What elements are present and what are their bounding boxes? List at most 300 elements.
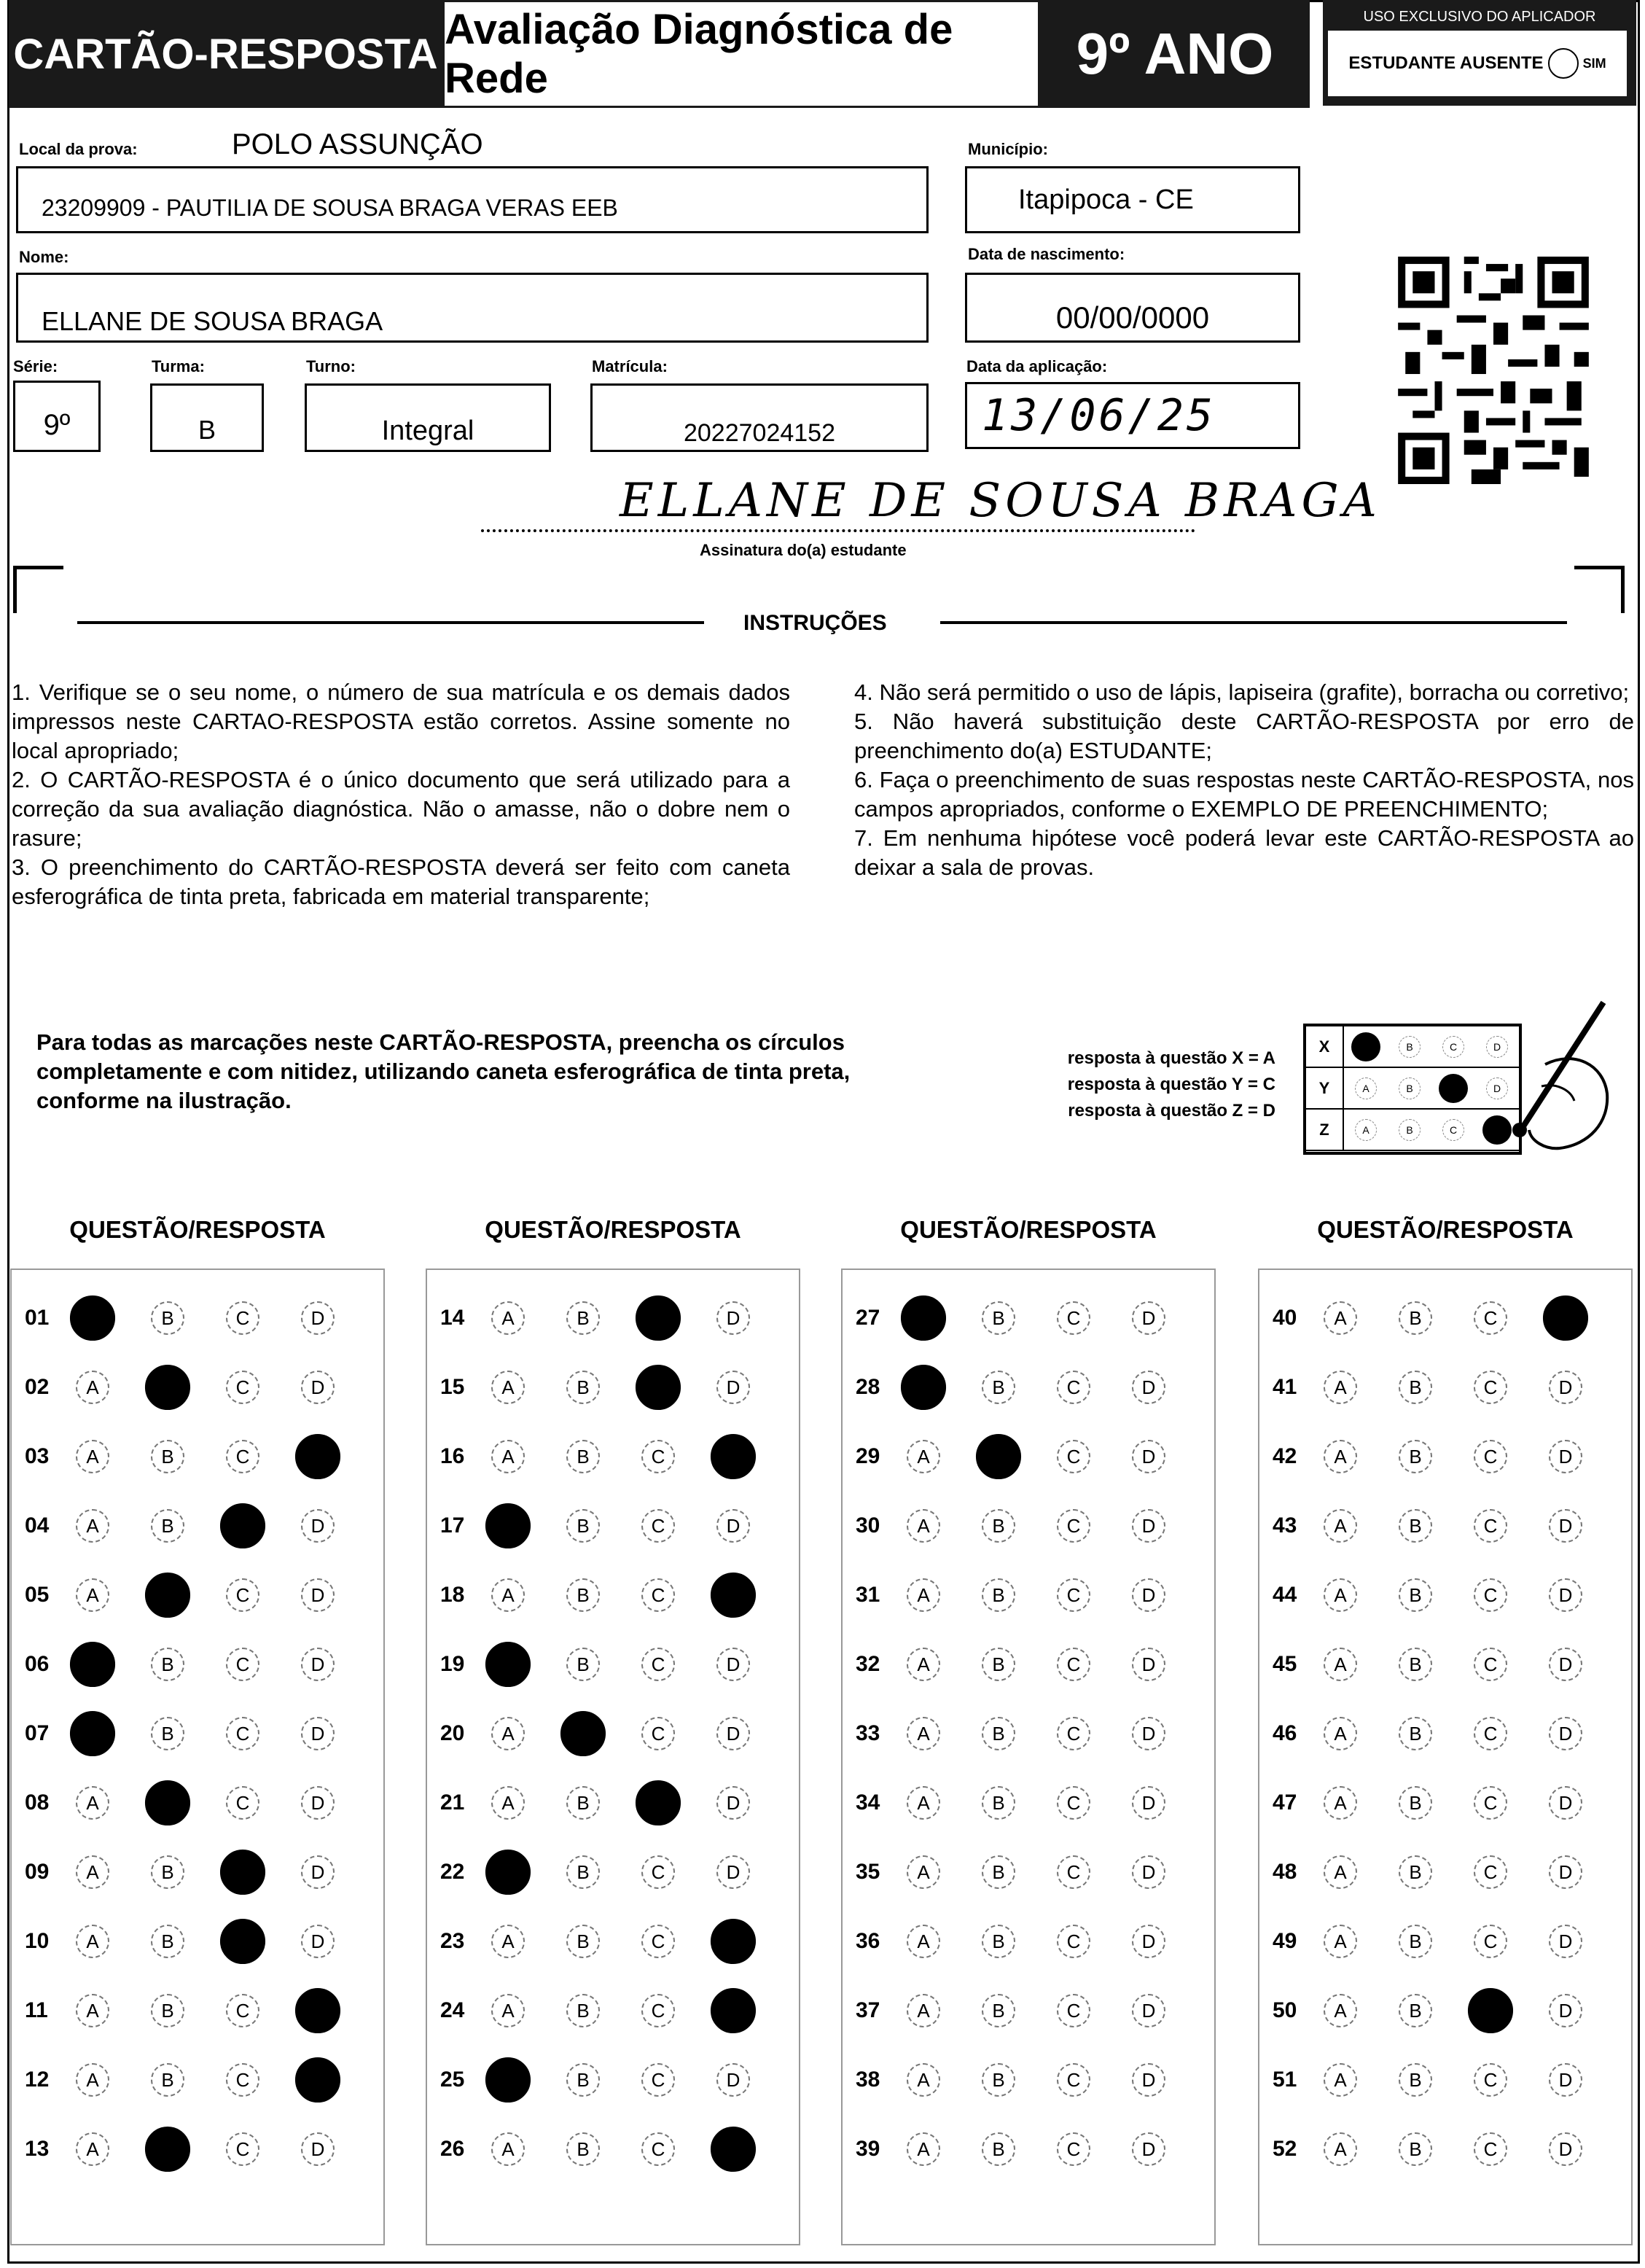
instruction-item: 6. Faça o preenchimento de suas respostas neste CARTÃO-RESPOSTA, nos campos apropriados, conforme o EXEMPLO DE PREENCHIMENTO; <box>854 767 1634 822</box>
answer-bubble-a[interactable]: A <box>491 1925 525 1958</box>
answer-bubble-a[interactable]: A <box>901 1295 946 1341</box>
aplicacao-label: Data da aplicação: <box>966 357 1108 375</box>
answer-bubble-c[interactable]: C <box>226 2132 259 2166</box>
answer-bubble-a[interactable]: A <box>491 1440 525 1473</box>
answer-bubble-d[interactable]: D <box>301 2132 335 2166</box>
answer-bubble-b[interactable]: B <box>982 1855 1015 1889</box>
applicator-box <box>1323 0 1636 106</box>
answer-bubble-c[interactable]: C <box>1057 1509 1090 1543</box>
nascimento-label: Data de nascimento: <box>968 245 1125 263</box>
answer-bubble-d[interactable]: D <box>716 1301 750 1335</box>
question-number: 41 <box>1273 1375 1297 1399</box>
answer-bubble-b[interactable]: B <box>560 1711 606 1756</box>
answer-bubble-a[interactable]: A <box>907 1786 940 1820</box>
answer-bubble-d[interactable]: D <box>301 1925 335 1958</box>
answer-bubble-b[interactable]: B <box>1399 1509 1432 1543</box>
corner-mark <box>13 566 63 613</box>
example-option <box>1388 1078 1431 1099</box>
answer-bubble-b[interactable]: B <box>566 1994 600 2027</box>
question-number: 51 <box>1273 2068 1297 2092</box>
answer-bubble-a[interactable]: A <box>76 1786 109 1820</box>
answer-bubble-d[interactable]: D <box>711 1573 756 1618</box>
answer-bubble-b[interactable]: B <box>151 1855 184 1889</box>
question-number: 44 <box>1273 1583 1297 1607</box>
answer-bubble-c[interactable]: C <box>636 1295 681 1341</box>
answer-bubble-c[interactable]: C <box>1057 1855 1090 1889</box>
answer-bubble-a[interactable]: A <box>491 2132 525 2166</box>
answer-bubble-c[interactable]: C <box>1057 1925 1090 1958</box>
answer-bubble-c[interactable]: C <box>226 1717 259 1750</box>
answer-bubble-a[interactable]: A <box>907 1717 940 1750</box>
answer-bubble-a[interactable]: A <box>485 1850 531 1895</box>
divider <box>940 621 1567 624</box>
answer-bubble-a[interactable]: A <box>76 1578 109 1612</box>
answer-bubble-a[interactable]: A <box>1324 1717 1357 1750</box>
answer-bubble-d[interactable]: D <box>716 1717 750 1750</box>
legend-item: resposta à questão X = A <box>1067 1048 1275 1068</box>
answer-bubble-a[interactable]: A <box>76 1855 109 1889</box>
question-number: 25 <box>440 2068 465 2092</box>
answer-row <box>12 2058 386 2102</box>
question-number: 52 <box>1273 2137 1297 2161</box>
answer-bubble-d[interactable]: D <box>301 1371 335 1404</box>
answer-bubble-d[interactable]: D <box>1549 1717 1582 1750</box>
answer-bubble-a[interactable]: A <box>907 2063 940 2097</box>
answer-bubble-a[interactable]: A <box>907 1509 940 1543</box>
example-bubble: C <box>1439 1074 1468 1103</box>
answer-bubble-b[interactable]: B <box>982 1994 1015 2027</box>
answer-bubble-a[interactable]: A <box>907 1925 940 1958</box>
answer-bubble-d[interactable]: D <box>716 1786 750 1820</box>
answer-bubble-b[interactable]: B <box>145 1780 190 1825</box>
answer-bubble-a[interactable]: A <box>901 1365 946 1410</box>
question-number: 18 <box>440 1583 465 1607</box>
example-bubble: B <box>1399 1078 1421 1099</box>
answer-bubble-d[interactable]: D <box>1549 1994 1582 2027</box>
instruction-item: 7. Em nenhuma hipótese você poderá levar este CARTÃO-RESPOSTA ao deixar a sala de provas. <box>854 825 1634 880</box>
absent-bubble[interactable] <box>1548 48 1579 79</box>
answer-bubble-d[interactable]: D <box>1549 2132 1582 2166</box>
answer-bubble-d[interactable]: D <box>1549 1925 1582 1958</box>
answer-bubble-a[interactable]: A <box>1324 2132 1357 2166</box>
answer-bubble-a[interactable]: A <box>907 1994 940 2027</box>
example-option <box>1431 1074 1475 1103</box>
answer-bubble-a[interactable]: A <box>70 1642 115 1687</box>
answer-bubble-b[interactable]: B <box>982 1578 1015 1612</box>
answer-row <box>843 1712 1217 1755</box>
answer-bubble-a[interactable]: A <box>1324 2063 1357 2097</box>
answer-bubble-b[interactable]: B <box>566 2132 600 2166</box>
answer-bubble-a[interactable]: A <box>485 1642 531 1687</box>
answer-bubble-c[interactable]: C <box>226 1578 259 1612</box>
answer-bubble-c[interactable]: C <box>1474 2132 1507 2166</box>
answer-bubble-b[interactable]: B <box>151 1994 184 2027</box>
example-bubble: A <box>1355 1078 1377 1099</box>
answer-bubble-c[interactable]: C <box>226 1648 259 1681</box>
answer-bubble-c[interactable]: C <box>220 1919 265 1964</box>
answer-bubble-c[interactable]: C <box>641 1994 675 2027</box>
example-bubble: D <box>1482 1115 1512 1145</box>
answer-bubble-d[interactable]: D <box>1132 1648 1165 1681</box>
answer-row <box>1259 1989 1634 2033</box>
answer-bubble-b[interactable]: B <box>1399 1855 1432 1889</box>
answer-bubble-c[interactable]: C <box>641 1578 675 1612</box>
answer-bubble-c[interactable]: C <box>220 1503 265 1548</box>
answer-bubble-c[interactable]: C <box>1474 1509 1507 1543</box>
answer-bubble-b[interactable]: B <box>1399 2132 1432 2166</box>
answer-row <box>843 1781 1217 1825</box>
answer-bubble-b[interactable]: B <box>982 1717 1015 1750</box>
answer-bubble-d[interactable]: D <box>1549 2063 1582 2097</box>
grade-title: 9º ANO <box>1040 0 1310 108</box>
answer-bubble-d[interactable]: D <box>1132 1717 1165 1750</box>
answer-bubble-c[interactable]: C <box>1474 1786 1507 1820</box>
answer-bubble-b[interactable]: B <box>1399 1301 1432 1335</box>
answer-row <box>1259 1573 1634 1617</box>
answer-row <box>843 1504 1217 1548</box>
answer-bubble-d[interactable]: D <box>1549 1509 1582 1543</box>
answer-bubble-d[interactable]: D <box>301 1717 335 1750</box>
answer-bubble-b[interactable]: B <box>982 1786 1015 1820</box>
answer-bubble-a[interactable]: A <box>76 2063 109 2097</box>
answer-bubble-b[interactable]: B <box>1399 1578 1432 1612</box>
answer-bubble-a[interactable]: A <box>907 1578 940 1612</box>
answer-bubble-a[interactable]: A <box>491 1717 525 1750</box>
matricula-label: Matrícula: <box>592 357 668 375</box>
answer-row <box>12 1435 386 1478</box>
answer-row <box>427 1573 802 1617</box>
nascimento-field <box>965 273 1300 343</box>
answer-bubble-a[interactable]: A <box>76 1509 109 1543</box>
answer-bubble-d[interactable]: D <box>1543 1295 1588 1341</box>
answer-bubble-a[interactable]: A <box>76 2132 109 2166</box>
answer-bubble-a[interactable]: A <box>1324 1440 1357 1473</box>
answer-row <box>12 1989 386 2033</box>
divider <box>77 621 704 624</box>
answer-bubble-c[interactable]: C <box>1057 1994 1090 2027</box>
answer-bubble-c[interactable]: C <box>1057 2132 1090 2166</box>
serie-field <box>13 381 101 452</box>
answer-bubble-a[interactable]: A <box>1324 1371 1357 1404</box>
answer-bubble-a[interactable]: A <box>907 2132 940 2166</box>
answer-bubble-a[interactable]: A <box>491 1994 525 2027</box>
answer-bubble-a[interactable]: A <box>1324 1509 1357 1543</box>
answer-row <box>1259 1365 1634 1409</box>
absent-option: SIM <box>1582 55 1606 71</box>
turno-label: Turno: <box>306 357 356 375</box>
answer-bubble-a[interactable]: A <box>491 1301 525 1335</box>
nome-field <box>16 273 929 343</box>
answer-bubble-c[interactable]: C <box>641 1440 675 1473</box>
aplicacao-field <box>965 382 1300 449</box>
answer-bubble-a[interactable]: A <box>76 1994 109 2027</box>
question-number: 35 <box>856 1860 880 1884</box>
answer-bubble-d[interactable]: D <box>301 1648 335 1681</box>
answer-bubble-c[interactable]: C <box>226 1301 259 1335</box>
answer-bubble-d[interactable]: D <box>1132 1371 1165 1404</box>
answer-bubble-b[interactable]: B <box>976 1434 1021 1479</box>
answer-bubble-d[interactable]: D <box>1549 1440 1582 1473</box>
answer-bubble-d[interactable]: D <box>1132 1509 1165 1543</box>
answer-bubble-c[interactable]: C <box>641 1648 675 1681</box>
answer-bubble-d[interactable]: D <box>1549 1786 1582 1820</box>
column-title: QUESTÃO/RESPOSTA <box>1317 1216 1574 1243</box>
example-row-label: X <box>1306 1026 1344 1067</box>
answer-bubble-a[interactable]: A <box>70 1295 115 1341</box>
answer-bubble-c[interactable]: C <box>1057 1648 1090 1681</box>
answer-bubble-b[interactable]: B <box>151 1648 184 1681</box>
example-bubble: C <box>1442 1036 1464 1058</box>
answer-bubble-b[interactable]: B <box>982 1509 1015 1543</box>
answer-bubble-c[interactable]: C <box>641 1509 675 1543</box>
answer-bubble-b[interactable]: B <box>566 1578 600 1612</box>
answer-row <box>427 1712 802 1755</box>
answer-bubble-b[interactable]: B <box>982 1371 1015 1404</box>
answer-bubble-c[interactable]: C <box>1057 1786 1090 1820</box>
answer-bubble-c[interactable]: C <box>641 1717 675 1750</box>
question-number: 27 <box>856 1306 880 1330</box>
answer-row <box>843 1642 1217 1686</box>
answer-bubble-c[interactable]: C <box>641 2063 675 2097</box>
answer-bubble-d[interactable]: D <box>716 1509 750 1543</box>
corner-mark <box>1574 566 1625 613</box>
answer-bubble-d[interactable]: D <box>711 1988 756 2033</box>
answer-bubble-c[interactable]: C <box>1057 1301 1090 1335</box>
answer-bubble-a[interactable]: A <box>1324 1855 1357 1889</box>
answer-bubble-c[interactable]: C <box>636 1365 681 1410</box>
answer-bubble-d[interactable]: D <box>1549 1648 1582 1681</box>
answer-bubble-a[interactable]: A <box>491 1786 525 1820</box>
answer-row <box>12 1781 386 1825</box>
answer-bubble-b[interactable]: B <box>566 1855 600 1889</box>
answer-bubble-d[interactable]: D <box>1132 1578 1165 1612</box>
answer-row <box>1259 1850 1634 1894</box>
answer-bubble-b[interactable]: B <box>145 1365 190 1410</box>
answer-row <box>1259 1504 1634 1548</box>
answer-row <box>1259 1435 1634 1478</box>
answer-bubble-d[interactable]: D <box>711 1919 756 1964</box>
answer-row <box>1259 2058 1634 2102</box>
answer-bubble-b[interactable]: B <box>566 1786 600 1820</box>
answer-bubble-d[interactable]: D <box>1132 1301 1165 1335</box>
answer-row <box>12 1850 386 1894</box>
answer-bubble-a[interactable]: A <box>485 1503 531 1548</box>
example-grid <box>1303 1024 1522 1155</box>
answer-bubble-c[interactable]: C <box>1474 1578 1507 1612</box>
answer-bubble-d[interactable]: D <box>716 2063 750 2097</box>
answer-bubble-c[interactable]: C <box>1474 1925 1507 1958</box>
answer-bubble-d[interactable]: D <box>295 2057 340 2103</box>
answer-bubble-d[interactable]: D <box>711 1434 756 1479</box>
answer-bubble-b[interactable]: B <box>151 2063 184 2097</box>
answer-bubble-b[interactable]: B <box>1399 1648 1432 1681</box>
answer-bubble-d[interactable]: D <box>1549 1371 1582 1404</box>
example-bubble: D <box>1486 1078 1508 1099</box>
answer-bubble-b[interactable]: B <box>982 1925 1015 1958</box>
answer-row <box>843 1989 1217 2033</box>
answer-bubble-b[interactable]: B <box>982 2132 1015 2166</box>
answer-bubble-c[interactable]: C <box>641 1925 675 1958</box>
answer-bubble-b[interactable]: B <box>151 1717 184 1750</box>
answer-bubble-d[interactable]: D <box>301 1855 335 1889</box>
answer-bubble-a[interactable]: A <box>1324 1648 1357 1681</box>
answer-bubble-c[interactable]: C <box>226 1440 259 1473</box>
column-title: QUESTÃO/RESPOSTA <box>900 1216 1157 1243</box>
answer-bubble-b[interactable]: B <box>1399 1371 1432 1404</box>
answer-bubble-c[interactable]: C <box>226 1786 259 1820</box>
question-number: 40 <box>1273 1306 1297 1330</box>
answer-bubble-c[interactable]: C <box>641 1855 675 1889</box>
answer-row <box>12 1920 386 1963</box>
answer-bubble-c[interactable]: C <box>1468 1988 1513 2033</box>
nome-value: ELLANE DE SOUSA BRAGA <box>42 306 383 336</box>
example-bubble: A <box>1351 1032 1380 1061</box>
answer-bubble-d[interactable]: D <box>1132 1925 1165 1958</box>
answer-bubble-c[interactable]: C <box>1474 2063 1507 2097</box>
answer-row <box>12 1296 386 1340</box>
answer-bubble-c[interactable]: C <box>226 1994 259 2027</box>
answer-bubble-a[interactable]: A <box>491 1578 525 1612</box>
answer-bubble-c[interactable]: C <box>1057 2063 1090 2097</box>
answer-bubble-a[interactable]: A <box>1324 1925 1357 1958</box>
answer-bubble-d[interactable]: D <box>1132 1786 1165 1820</box>
answer-row <box>1259 2127 1634 2171</box>
answer-bubble-d[interactable]: D <box>1549 1855 1582 1889</box>
question-number: 05 <box>25 1583 50 1607</box>
answer-column <box>1258 1269 1633 2245</box>
example-option <box>1344 1078 1388 1099</box>
answer-bubble-a[interactable]: A <box>76 1371 109 1404</box>
question-number: 36 <box>856 1929 880 1953</box>
answer-bubble-c[interactable]: C <box>226 1371 259 1404</box>
answer-bubble-b[interactable]: B <box>566 2063 600 2097</box>
answer-row <box>427 1920 802 1963</box>
instruction-item: 5. Não haverá substituição deste CARTÃO-RESPOSTA por erro de preenchimento do(a) ESTUDANTE; <box>854 709 1634 763</box>
answer-bubble-a[interactable]: A <box>1324 1786 1357 1820</box>
answer-bubble-b[interactable]: B <box>982 1301 1015 1335</box>
answer-bubble-d[interactable]: D <box>301 1509 335 1543</box>
answer-bubble-b[interactable]: B <box>151 1301 184 1335</box>
answer-bubble-c[interactable]: C <box>226 2063 259 2097</box>
example-bubble: B <box>1399 1036 1421 1058</box>
question-number: 38 <box>856 2068 880 2092</box>
answer-bubble-b[interactable]: B <box>1399 1786 1432 1820</box>
school-value: 23209909 - PAUTILIA DE SOUSA BRAGA VERAS EEB <box>42 194 618 221</box>
answer-row <box>843 1850 1217 1894</box>
answer-bubble-b[interactable]: B <box>1399 1440 1432 1473</box>
answer-bubble-b[interactable]: B <box>1399 1717 1432 1750</box>
answer-bubble-a[interactable]: A <box>70 1711 115 1756</box>
answer-bubble-c[interactable]: C <box>1474 1301 1507 1335</box>
example-option <box>1388 1036 1431 1058</box>
example-option <box>1344 1032 1388 1061</box>
answer-bubble-d[interactable]: D <box>1132 2063 1165 2097</box>
example-option <box>1431 1036 1475 1058</box>
answer-bubble-b[interactable]: B <box>566 1648 600 1681</box>
answer-bubble-a[interactable]: A <box>1324 1301 1357 1335</box>
answer-bubble-d[interactable]: D <box>1132 2132 1165 2166</box>
answer-bubble-b[interactable]: B <box>151 1925 184 1958</box>
answer-bubble-d[interactable]: D <box>716 1648 750 1681</box>
answer-bubble-d[interactable]: D <box>716 1371 750 1404</box>
answer-bubble-a[interactable]: A <box>76 1925 109 1958</box>
answer-bubble-c[interactable]: C <box>636 1780 681 1825</box>
evaluation-title: Avaliação Diagnóstica de Rede <box>442 0 1040 108</box>
answer-bubble-d[interactable]: D <box>301 1578 335 1612</box>
answer-bubble-c[interactable]: C <box>1057 1717 1090 1750</box>
example-row <box>1306 1110 1519 1151</box>
answer-bubble-b[interactable]: B <box>566 1301 600 1335</box>
answer-bubble-b[interactable]: B <box>1399 2063 1432 2097</box>
answer-bubble-c[interactable]: C <box>1057 1578 1090 1612</box>
answer-bubble-c[interactable]: C <box>641 2132 675 2166</box>
answer-row <box>843 1573 1217 1617</box>
answer-bubble-a[interactable]: A <box>76 1440 109 1473</box>
answer-bubble-c[interactable]: C <box>1474 1717 1507 1750</box>
signature-label: Assinatura do(a) estudante <box>700 541 907 559</box>
answer-bubble-b[interactable]: B <box>566 1440 600 1473</box>
answer-bubble-b[interactable]: B <box>566 1509 600 1543</box>
answer-bubble-d[interactable]: D <box>1132 1440 1165 1473</box>
answer-bubble-c[interactable]: C <box>1474 1648 1507 1681</box>
answer-bubble-b[interactable]: B <box>145 1573 190 1618</box>
answer-bubble-d[interactable]: D <box>1132 1994 1165 2027</box>
answer-bubble-d[interactable]: D <box>711 2127 756 2172</box>
answer-bubble-b[interactable]: B <box>982 1648 1015 1681</box>
answer-bubble-c[interactable]: C <box>1057 1440 1090 1473</box>
question-number: 39 <box>856 2137 880 2161</box>
answer-bubble-c[interactable]: C <box>1057 1371 1090 1404</box>
answer-bubble-d[interactable]: D <box>1132 1855 1165 1889</box>
answer-bubble-a[interactable]: A <box>1324 1994 1357 2027</box>
answer-bubble-d[interactable]: D <box>301 1301 335 1335</box>
answer-bubble-b[interactable]: B <box>1399 1994 1432 2027</box>
answer-bubble-d[interactable]: D <box>1549 1578 1582 1612</box>
answer-bubble-b[interactable]: B <box>145 2127 190 2172</box>
answer-row <box>12 1365 386 1409</box>
answer-bubble-b[interactable]: B <box>982 2063 1015 2097</box>
absent-label: ESTUDANTE AUSENTE <box>1348 53 1544 73</box>
answer-bubble-c[interactable]: C <box>220 1850 265 1895</box>
serie-label: Série: <box>13 357 58 375</box>
answer-bubble-d[interactable]: D <box>301 1786 335 1820</box>
answer-bubble-b[interactable]: B <box>151 1440 184 1473</box>
question-number: 06 <box>25 1652 50 1676</box>
answer-bubble-a[interactable]: A <box>907 1440 940 1473</box>
answer-bubble-c[interactable]: C <box>1474 1371 1507 1404</box>
answer-bubble-a[interactable]: A <box>907 1855 940 1889</box>
answer-bubble-c[interactable]: C <box>1474 1855 1507 1889</box>
answer-bubble-a[interactable]: A <box>485 2057 531 2103</box>
answer-bubble-b[interactable]: B <box>566 1925 600 1958</box>
answer-bubble-a[interactable]: A <box>1324 1578 1357 1612</box>
answer-bubble-a[interactable]: A <box>907 1648 940 1681</box>
answer-bubble-d[interactable]: D <box>295 1988 340 2033</box>
answer-bubble-b[interactable]: B <box>1399 1925 1432 1958</box>
answer-bubble-a[interactable]: A <box>491 1371 525 1404</box>
example-bubble: A <box>1355 1119 1377 1141</box>
absent-field <box>1328 31 1627 96</box>
answer-bubble-d[interactable]: D <box>716 1855 750 1889</box>
answer-bubble-b[interactable]: B <box>151 1509 184 1543</box>
answer-bubble-c[interactable]: C <box>1474 1440 1507 1473</box>
answer-bubble-b[interactable]: B <box>566 1371 600 1404</box>
answer-row <box>427 2127 802 2171</box>
answer-column <box>426 1269 800 2245</box>
answer-bubble-d[interactable]: D <box>295 1434 340 1479</box>
answer-row <box>1259 1920 1634 1963</box>
answer-row <box>1259 1296 1634 1340</box>
